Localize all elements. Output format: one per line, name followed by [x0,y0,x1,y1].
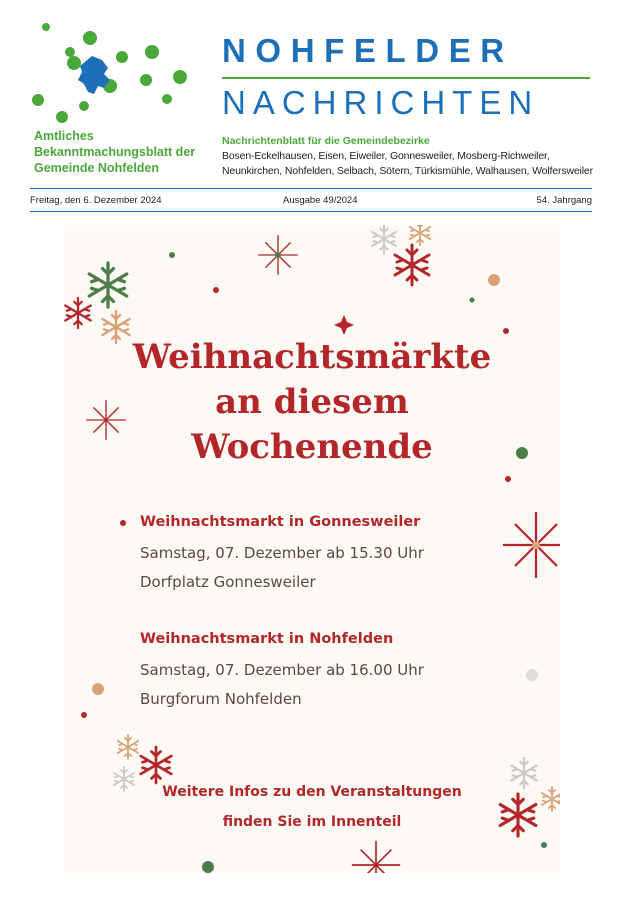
headline-line: an diesem [215,382,409,422]
district-line: Bosen-Eckelhausen, Eisen, Eiweiler, Gonnesweiler, Mosberg-Richweiler, [222,150,550,162]
headline-line: Wochenende [191,427,433,467]
tagline-line: Gemeinde Nohfelden [34,161,160,175]
event-datetime: Samstag, 07. Dezember ab 15.30 Uhr [140,544,424,562]
event-datetime: Samstag, 07. Dezember ab 16.00 Uhr [140,661,424,679]
christmas-market-poster [64,225,560,873]
tagline-line: Amtliches [34,129,94,143]
sparkle-icon [334,315,354,335]
issue-info-bar [30,195,592,209]
snowflake-icon [65,298,91,328]
snowflake-icon [89,263,126,307]
issue-date: Freitag, den 6. Dezember 2024 [30,195,162,206]
footer-note-line: Weitere Infos zu den Veranstaltungen [162,784,462,800]
info-rule-bottom [30,211,592,212]
event-location: Dorfplatz Gonnesweiler [140,573,316,591]
snowflake-icon [503,512,560,578]
event-title: Weihnachtsmarkt in Nohfelden [140,631,394,647]
title-nohfelder: NOHFELDER [222,32,514,69]
bullet-dot [120,520,126,526]
tagline-line: Bekanntmachungsblatt der [34,145,196,159]
issue-edition: Ausgabe 49/2024 [283,195,358,206]
title-nachrichten: NACHRICHTEN [222,84,540,121]
municipality-logo [28,22,198,132]
snowflake-icon [141,747,172,783]
poster-headline [64,335,560,470]
event-title: Weihnachtsmarkt in Gonnesweiler [140,514,421,530]
snowflake-icon [372,225,396,253]
district-line: Neunkirchen, Nohfelden, Selbach, Sötern, Türkismühle, Walhausen, Wolfersweiler [222,165,593,177]
issue-year: 54. Jahrgang [536,195,592,206]
headline-line: Weihnachtsmärkte [132,337,492,377]
district-list [222,149,602,179]
event-location: Burgforum Nohfelden [140,690,302,708]
title-divider [222,77,590,79]
snowflake-icon [118,735,138,759]
info-rule-top [30,188,592,189]
newsletter-subtitle: Nachrichtenblatt für die Gemeindebezirke [222,135,430,147]
snowflake-icon [410,225,430,245]
snowflake-icon [352,841,400,873]
footer-note-line: finden Sie im Innenteil [222,814,402,830]
tagline [34,128,214,176]
snowflake-icon [395,245,429,285]
